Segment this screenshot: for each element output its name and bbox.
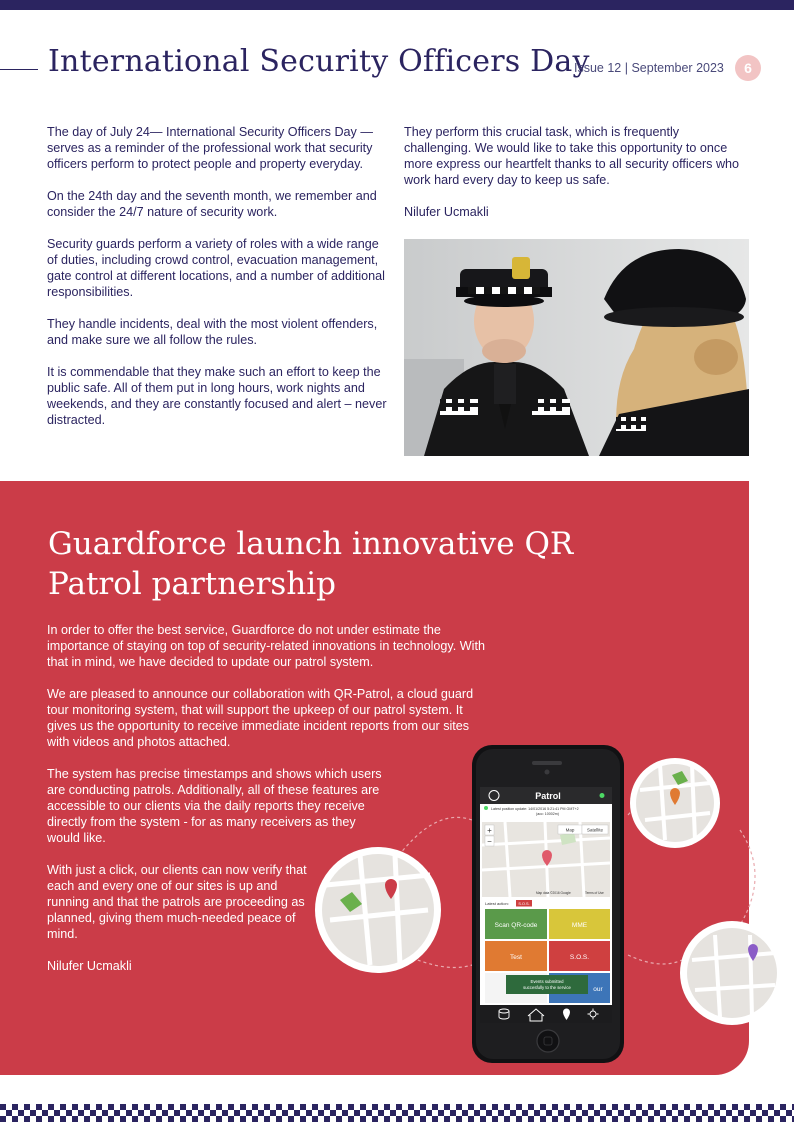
article1-left-column (47, 124, 387, 444)
article1-paragraph: The day of July 24— International Security Officers Day — serves as a reminder of the professional work that security officers perform to protect people and property everyday. (47, 125, 373, 171)
page-title: International Security Officers Day (48, 44, 590, 79)
terms-link[interactable]: Terms of Use (585, 891, 604, 895)
issue-label: Issue 12 | September 2023 (574, 61, 724, 75)
page-number-badge: 6 (735, 55, 761, 81)
toast-line-2: succesfully to the service (523, 985, 571, 990)
article1-right-column (404, 124, 749, 236)
blue-button-label[interactable]: our (593, 986, 603, 993)
map-credit: Map data ©2016 Google (536, 891, 571, 895)
position-accuracy: (acc: 10002m) (536, 812, 559, 816)
satellite-tab[interactable]: Satellite (586, 827, 604, 833)
qr-patrol-illustration (300, 735, 794, 1070)
article2-paragraph: With just a click, our clients can now verify that each and every one of our sites is up and running and that the patrols are proceeding as planned, giving them much-needed peace of mind. (47, 863, 307, 941)
app-title: Patrol (535, 791, 561, 801)
map-circle-top (630, 758, 720, 848)
latest-action-label: Latest action: (485, 901, 509, 906)
article1-author: Nilufer Ucmakli (404, 205, 489, 219)
position-update: Latest position update: 14/01/2016 5:21:41 PM GMT+2 (491, 807, 579, 811)
map-circle-right (680, 921, 784, 1025)
sos-button[interactable]: S.O.S. (569, 954, 590, 961)
mme-button[interactable]: MME (571, 922, 588, 929)
article2-paragraph: We are pleased to announce our collaboration with QR-Patrol, a cloud guard tour monitoring system, that will support the upkeep of our patrol system. It gives us the opportunity to receive immediate incident reports from our sites with videos and photos attached. (47, 687, 474, 749)
test-button[interactable]: Test (510, 954, 522, 961)
article1-paragraph: They perform this crucial task, which is frequently challenging. We would like to take this opportunity to once more express our heartfelt thanks to all security officers who work hard every day to keep us safe. (404, 125, 740, 187)
article2-paragraph: The system has precise timestamps and shows which users are conducting patrols. Additionally, all of these features are accessible to our clients via the daily reports they receive directly from the system - for as many receivers as they would like. (47, 767, 382, 845)
article1-paragraph: It is commendable that they make such an effort to keep the public safe. All of them put in long hours, work nights and weekends, and they are constantly focused and alert – never distracted. (47, 365, 387, 427)
article1-paragraph: They handle incidents, deal with the most violent offenders, and make sure we all follow the rules. (47, 317, 378, 347)
top-bar (0, 0, 794, 10)
article2-author: Nilufer Ucmakli (47, 959, 132, 973)
article2-title: Guardforce launch innovative QR Patrol partnership (48, 526, 574, 602)
article2-paragraph: In order to offer the best service, Guardforce do not under estimate the importance of staying on top of security-related innovations in technology. With that in mind, we have decided to update our patrol system. (47, 623, 485, 669)
article1-paragraph: On the 24th day and the seventh month, we remember and consider the 24/7 nature of security work. (47, 189, 377, 219)
toast-line-1: Events submitted (530, 979, 564, 984)
latest-action-badge: S.O.S. (518, 902, 530, 906)
security-officers-photo (404, 239, 749, 456)
scan-qr-button[interactable]: Scan QR-code (494, 922, 538, 929)
zoom-in-button[interactable]: + (487, 826, 492, 835)
map-circle-left (315, 847, 441, 973)
header-rule (0, 69, 38, 70)
footer-checker-strip (0, 1104, 794, 1123)
zoom-out-button[interactable]: − (487, 837, 492, 846)
article1-paragraph: Security guards perform a variety of roles with a wide range of duties, including crowd control, evacuation management, gate control at different locations, and a number of additional responsibilities. (47, 237, 385, 299)
phone-mockup (472, 745, 624, 1063)
map-tab[interactable]: Map (565, 827, 575, 833)
